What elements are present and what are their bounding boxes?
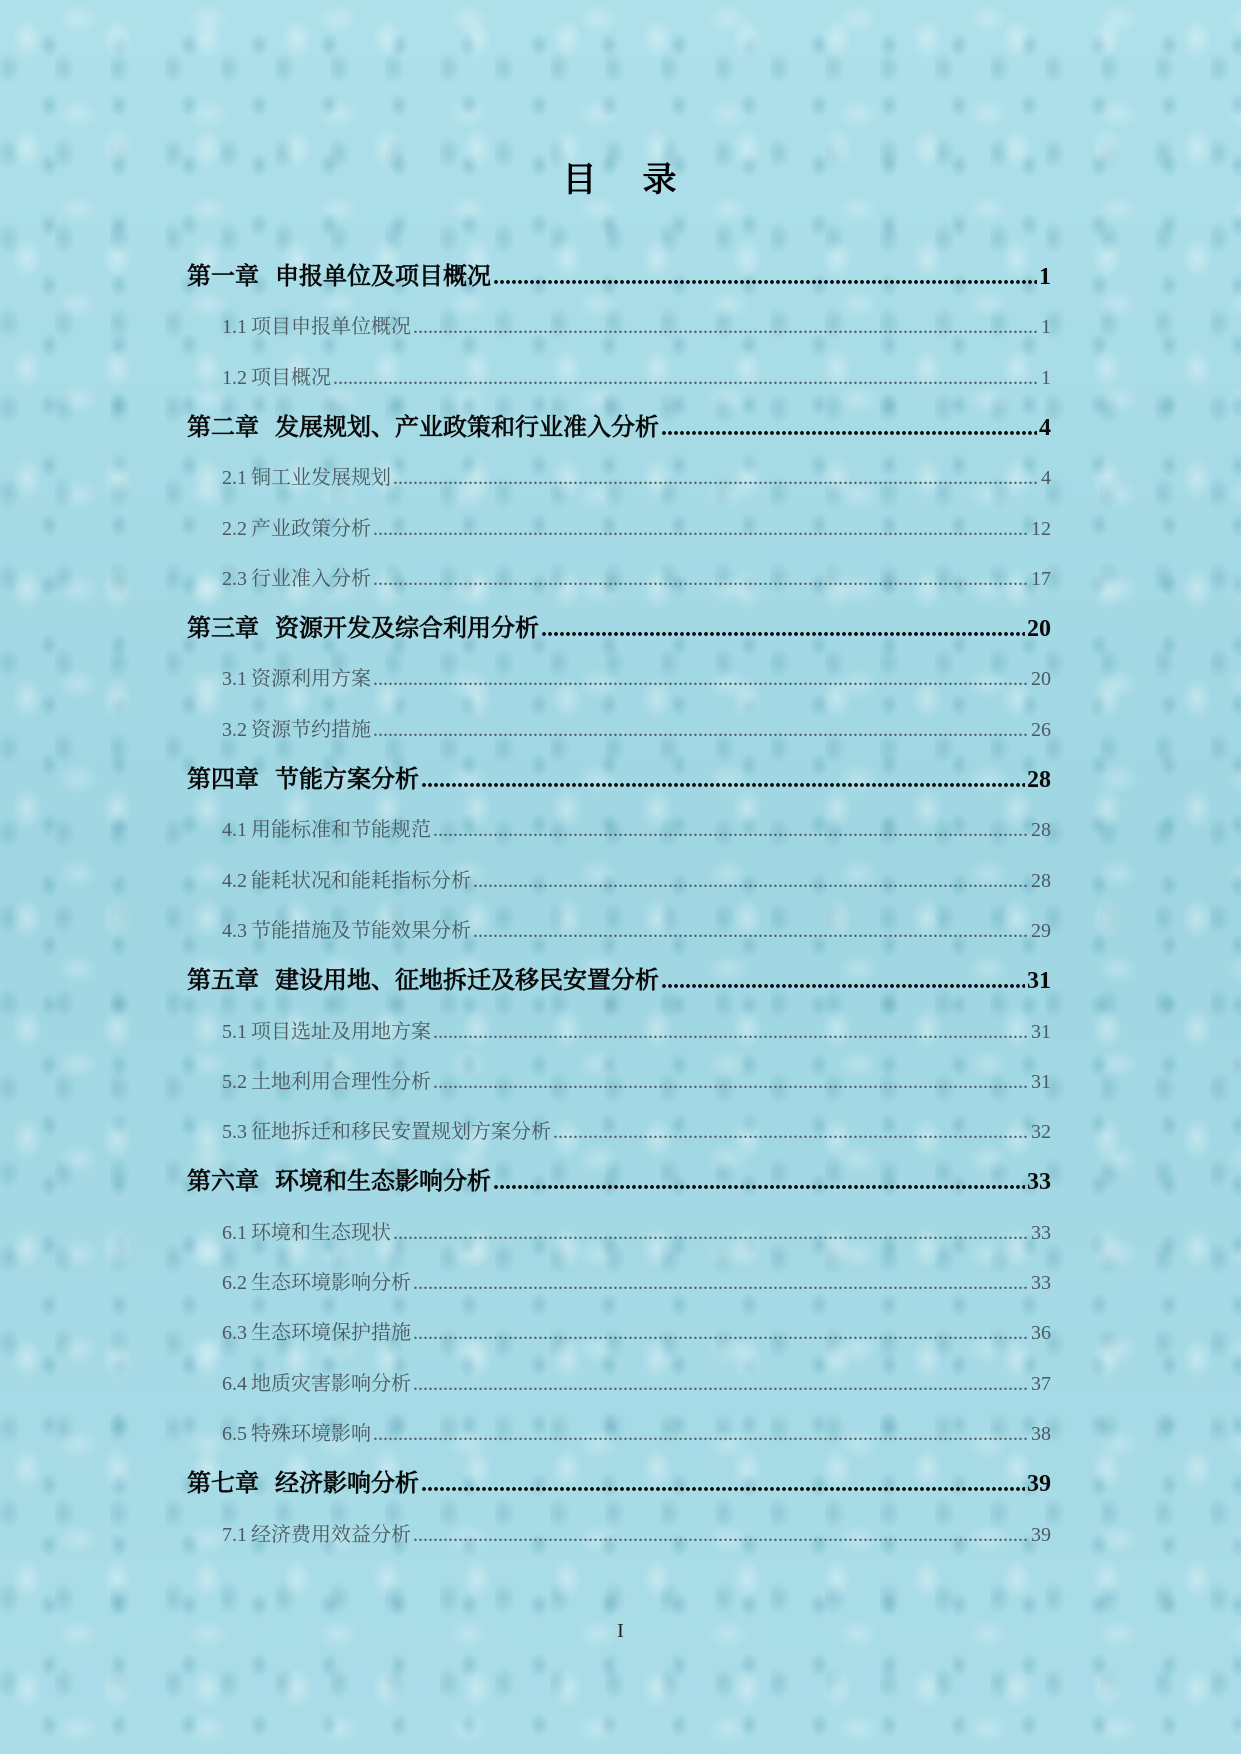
section-title: 项目概况: [251, 366, 331, 389]
chapter-title: 资源开发及综合利用分析: [275, 614, 539, 643]
dot-leader: [413, 1524, 1029, 1547]
dot-leader: [661, 415, 1037, 442]
chapter-number: 第一章: [187, 262, 259, 290]
toc-entry-label: [222, 310, 411, 339]
section-title: 经济费用效益分析: [251, 1523, 411, 1546]
section-number: 3.2: [222, 718, 247, 741]
section-title: 项目申报单位概况: [251, 316, 411, 339]
section-title: 产业政策分析: [251, 517, 371, 540]
section-title: 资源节约措施: [251, 718, 371, 741]
toc-section-entry[interactable]: [222, 461, 1051, 490]
toc-entry-label: [187, 256, 491, 291]
section-title: 资源利用方案: [251, 668, 371, 691]
section-title: 用能标准和节能规范: [251, 819, 431, 842]
page-ref: 4: [1041, 467, 1051, 490]
dot-leader: [373, 518, 1029, 541]
chapter-number: 第二章: [187, 412, 259, 441]
toc-entry-label: [187, 960, 659, 995]
section-number: 6.3: [222, 1322, 247, 1345]
page-ref: 31: [1027, 968, 1051, 995]
toc-section-entry[interactable]: [222, 562, 1051, 591]
page-ref: 36: [1031, 1322, 1051, 1345]
section-number: 7.1: [222, 1523, 247, 1546]
toc-section-entry[interactable]: [222, 310, 1051, 339]
toc-entry-label: [187, 608, 539, 643]
toc-section-entry[interactable]: [222, 813, 1051, 842]
section-number: 4.1: [222, 819, 247, 842]
section-title: 环境和生态现状: [251, 1221, 391, 1244]
page-ref: 29: [1031, 919, 1051, 942]
section-title: 生态环境影响分析: [251, 1272, 411, 1294]
page-title-char-2: 录: [642, 160, 679, 200]
toc-entry-label: [222, 713, 371, 742]
page-ref: 20: [1027, 616, 1051, 643]
toc-entry-label: [222, 1015, 431, 1044]
page-ref: 37: [1031, 1372, 1051, 1395]
toc-chapter-entry[interactable]: [187, 1463, 1051, 1498]
page-ref: 39: [1031, 1523, 1051, 1546]
dot-leader: [413, 316, 1039, 339]
toc-entry-label: [222, 1518, 411, 1547]
dot-leader: [393, 1222, 1029, 1245]
page-ref: 1: [1041, 316, 1051, 339]
toc-entry-label: [222, 1266, 411, 1295]
toc-section-entry[interactable]: [222, 864, 1051, 893]
page-ref: 33: [1031, 1272, 1051, 1294]
section-number: 1.2: [222, 366, 247, 389]
page-ref: 17: [1031, 567, 1051, 590]
chapter-title: 经济影响分析: [275, 1469, 419, 1498]
toc-entry-label: [222, 461, 391, 490]
chapter-title: 环境和生态影响分析: [275, 1167, 491, 1196]
toc-entry-label: [222, 864, 471, 893]
toc-chapter-entry[interactable]: [187, 1161, 1051, 1196]
chapter-number: 第三章: [187, 614, 259, 643]
dot-leader: [473, 870, 1029, 893]
chapter-title: 发展规划、产业政策和行业准入分析: [275, 412, 659, 441]
toc-section-entry[interactable]: [222, 361, 1051, 390]
page-ref: 32: [1031, 1121, 1051, 1144]
section-number: 6.1: [222, 1221, 247, 1244]
dot-leader: [553, 1121, 1029, 1144]
section-title: 节能措施及节能效果分析: [251, 919, 471, 942]
dot-leader: [413, 1322, 1029, 1345]
toc-section-entry[interactable]: [222, 1367, 1051, 1396]
toc-chapter-entry[interactable]: [187, 407, 1051, 442]
dot-leader: [373, 719, 1029, 742]
page-ref: 1: [1039, 264, 1051, 290]
page-ref: 31: [1031, 1070, 1051, 1093]
chapter-number: 第四章: [187, 765, 259, 793]
toc-entry-label: [187, 1463, 419, 1498]
chapter-number: 第六章: [187, 1167, 259, 1196]
section-number: 6.2: [222, 1272, 247, 1294]
section-number: 5.1: [222, 1020, 247, 1043]
toc-section-entry[interactable]: [222, 713, 1051, 742]
toc-entry-label: [187, 407, 659, 442]
page-ref: 33: [1027, 1169, 1051, 1196]
dot-leader: [421, 767, 1025, 794]
section-number: 2.2: [222, 517, 247, 540]
section-number: 4.2: [222, 869, 247, 892]
dot-leader: [333, 367, 1039, 390]
section-number: 1.1: [222, 316, 247, 339]
page-ref: 1: [1041, 366, 1051, 389]
dot-leader: [413, 1272, 1029, 1295]
section-title: 项目选址及用地方案: [251, 1020, 431, 1043]
section-title: 铜工业发展规划: [251, 467, 391, 490]
page-ref: 39: [1027, 1471, 1051, 1498]
toc-section-entry[interactable]: [222, 1316, 1051, 1345]
toc-entry-label: [222, 1367, 411, 1396]
toc-chapter-entry[interactable]: [187, 960, 1051, 995]
chapter-title: 建设用地、征地拆迁及移民安置分析: [275, 966, 659, 995]
page-ref: 4: [1039, 414, 1051, 441]
toc-section-entry[interactable]: [222, 1417, 1051, 1446]
page-ref: 38: [1031, 1422, 1051, 1445]
section-title: 征地拆迁和移民安置规划方案分析: [251, 1121, 551, 1144]
toc-chapter-entry[interactable]: [187, 256, 1051, 291]
page-ref: 28: [1031, 869, 1051, 892]
toc-entry-label: [222, 1065, 431, 1094]
toc-entry-label: [222, 1115, 551, 1144]
toc-entry-label: [222, 512, 371, 541]
toc-chapter-entry[interactable]: [187, 608, 1051, 643]
toc-entry-label: [222, 1316, 411, 1345]
dot-leader: [373, 668, 1029, 691]
toc-section-entry[interactable]: [222, 1015, 1051, 1044]
dot-leader: [493, 1169, 1025, 1196]
toc-section-entry[interactable]: [222, 512, 1051, 541]
dot-leader: [473, 920, 1029, 943]
toc-entry-label: [222, 361, 331, 390]
dot-leader: [373, 568, 1029, 591]
section-title: 能耗状况和能耗指标分析: [251, 869, 471, 892]
page-number: I: [617, 1620, 624, 1642]
toc-chapter-entry[interactable]: [187, 759, 1051, 794]
section-title: 生态环境保护措施: [251, 1322, 411, 1345]
section-title: 土地利用合理性分析: [251, 1070, 431, 1093]
dot-leader: [493, 264, 1037, 291]
section-number: 5.3: [222, 1121, 247, 1144]
section-number: 6.5: [222, 1422, 247, 1445]
chapter-title: 申报单位及项目概况: [275, 262, 491, 290]
page-ref: 33: [1031, 1221, 1051, 1244]
page-ref: 31: [1031, 1020, 1051, 1043]
page-title: [0, 152, 1241, 201]
chapter-title: 节能方案分析: [275, 765, 419, 793]
dot-leader: [413, 1373, 1029, 1396]
toc-entry-label: [187, 1161, 491, 1196]
chapter-number: 第七章: [187, 1469, 259, 1498]
toc-section-entry[interactable]: [222, 1518, 1051, 1547]
dot-leader: [433, 1071, 1029, 1094]
page-ref: 26: [1031, 718, 1051, 741]
page-ref: 12: [1031, 517, 1051, 540]
section-title: 行业准入分析: [251, 567, 371, 590]
section-number: 3.1: [222, 668, 247, 691]
toc-entry-label: [222, 813, 431, 842]
section-title: 特殊环境影响: [251, 1422, 371, 1445]
page-ref: 28: [1027, 767, 1051, 793]
section-number: 6.4: [222, 1372, 247, 1395]
toc-section-entry[interactable]: [222, 914, 1051, 943]
page-ref: 20: [1031, 668, 1051, 691]
page-title-char-1: 目: [562, 160, 599, 200]
section-number: 2.1: [222, 467, 247, 490]
toc-entry-label: [222, 1417, 371, 1446]
dot-leader: [373, 1423, 1029, 1446]
section-number: 4.3: [222, 919, 247, 942]
toc-section-entry[interactable]: [222, 662, 1051, 691]
dot-leader: [433, 1021, 1029, 1044]
section-number: 2.3: [222, 567, 247, 590]
toc-entry-label: [222, 1216, 391, 1245]
section-number: 5.2: [222, 1070, 247, 1093]
page-ref: 28: [1031, 819, 1051, 842]
dot-leader: [661, 968, 1025, 995]
toc-section-entry[interactable]: [222, 1216, 1051, 1245]
toc-section-entry[interactable]: [222, 1266, 1051, 1295]
toc-entry-label: [222, 662, 371, 691]
toc-entry-label: [187, 759, 419, 794]
toc-section-entry[interactable]: [222, 1115, 1051, 1144]
dot-leader: [421, 1471, 1025, 1498]
dot-leader: [541, 616, 1025, 643]
section-title: 地质灾害影响分析: [251, 1372, 411, 1395]
toc-entry-label: [222, 562, 371, 591]
chapter-number: 第五章: [187, 966, 259, 995]
dot-leader: [393, 467, 1039, 490]
dot-leader: [433, 819, 1029, 842]
toc-section-entry[interactable]: [222, 1065, 1051, 1094]
toc-entry-label: [222, 914, 471, 943]
